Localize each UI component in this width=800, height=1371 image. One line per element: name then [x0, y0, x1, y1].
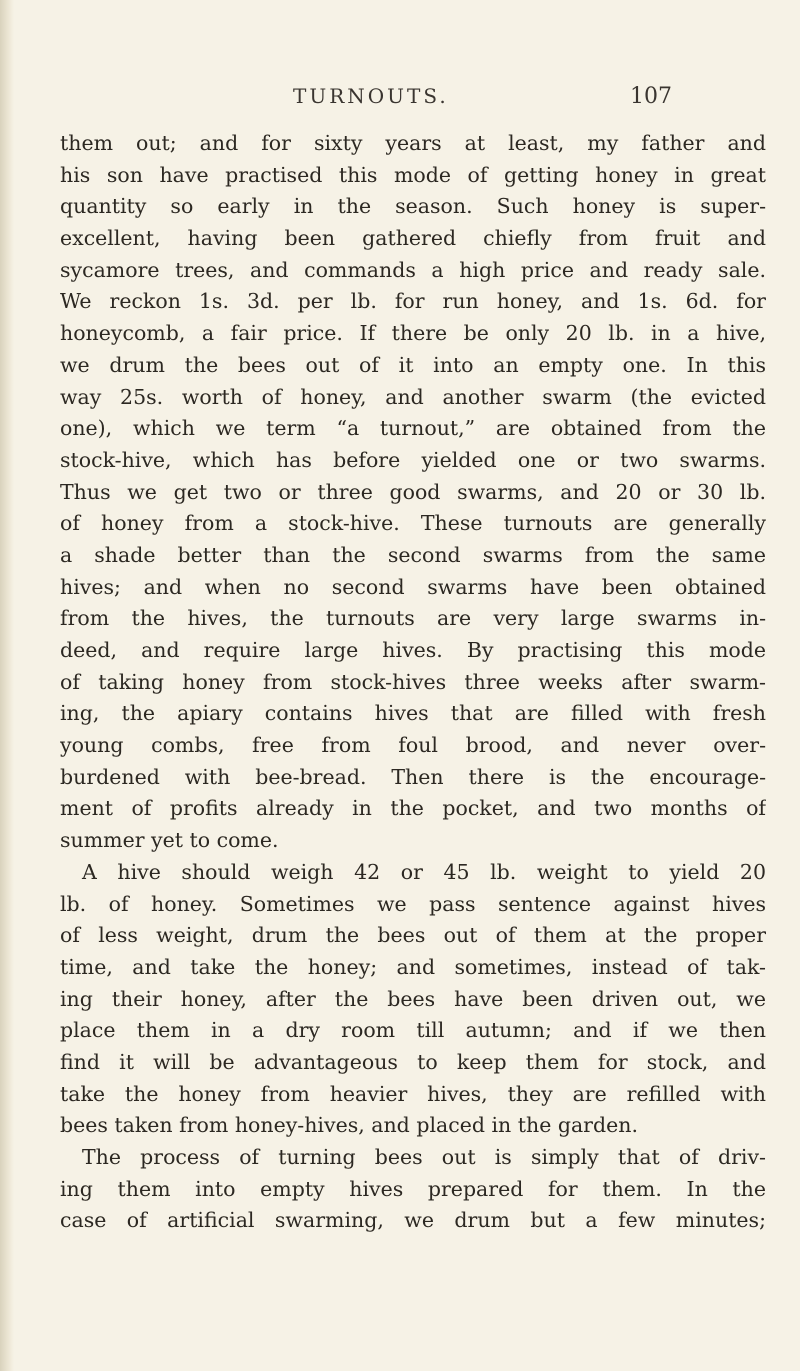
- text-line: of honey from a stock-hive. These turnouts are generally: [60, 511, 766, 536]
- paragraph-end-line: summer yet to come.: [60, 828, 279, 853]
- paragraph-end-line: bees taken from honey-hives, and placed in the garden.: [60, 1113, 638, 1138]
- text-line: a shade better than the second swarms from the same: [60, 542, 766, 567]
- text-line: find it will be advantageous to keep them for stock, and: [60, 1049, 766, 1074]
- paragraph-start-line: The process of turning bees out is simply that of driv-: [82, 1145, 766, 1169]
- text-line: lb. of honey. Sometimes we pass sentence against hives: [60, 891, 766, 916]
- text-line: way 25s. worth of honey, and another swarm (the evicted: [60, 384, 766, 409]
- text-line: his son have practised this mode of getting honey in great: [60, 162, 766, 187]
- text-line: case of artificial swarming, we drum but a few minutes;: [60, 1208, 766, 1233]
- text-line: one), which we term “a turnout,” are obtained from the: [60, 416, 766, 441]
- text-line: them out; and for sixty years at least, my father and: [60, 131, 766, 155]
- text-line: from the hives, the turnouts are very large swarms in-: [60, 606, 766, 631]
- text-line: stock-hive, which has before yielded one or two swarms.: [60, 447, 766, 472]
- text-line: We reckon 1s. 3d. per lb. for run honey, and 1s. 6d. for: [60, 289, 766, 314]
- text-line: of less weight, drum the bees out of them at the proper: [60, 923, 766, 948]
- text-line: ing them into empty hives prepared for them. In the: [60, 1176, 766, 1201]
- paragraph-start-line: A hive should weigh 42 or 45 lb. weight to yield 20: [82, 859, 766, 884]
- body-text: [60, 128, 766, 1237]
- text-line: of taking honey from stock-hives three weeks after swarm-: [60, 669, 766, 694]
- text-line: deed, and require large hives. By practising this mode: [60, 638, 766, 662]
- text-line: we drum the bees out of it into an empty one. In this: [60, 352, 766, 377]
- page-spine-shadow: [0, 0, 14, 1371]
- page-header: [0, 84, 800, 114]
- text-line: ment of profits already in the pocket, and two months of: [60, 796, 766, 821]
- text-line: hives; and when no second swarms have been obtained: [60, 574, 766, 599]
- text-line: quantity so early in the season. Such honey is super-: [60, 194, 766, 219]
- text-line: take the honey from heavier hives, they are refilled with: [60, 1081, 766, 1106]
- text-line: time, and take the honey; and sometimes, instead of tak-: [60, 954, 766, 979]
- text-line: excellent, having been gathered chiefly from fruit and: [60, 226, 766, 251]
- text-line: young combs, free from foul brood, and never over-: [60, 733, 766, 758]
- text-line: ing their honey, after the bees have been driven out, we: [60, 986, 766, 1011]
- page-number: 107: [630, 84, 672, 109]
- running-head: TURNOUTS.: [293, 84, 449, 108]
- text-line: ing, the apiary contains hives that are filled with fresh: [60, 701, 766, 726]
- text-line: sycamore trees, and commands a high price and ready sale.: [60, 257, 766, 282]
- text-line: Thus we get two or three good swarms, and 20 or 30 lb.: [60, 479, 766, 504]
- text-line: honeycomb, a fair price. If there be only 20 lb. in a hive,: [60, 321, 766, 346]
- text-line: burdened with bee-bread. Then there is the encourage-: [60, 764, 766, 789]
- text-line: place them in a dry room till autumn; and if we then: [60, 1018, 766, 1043]
